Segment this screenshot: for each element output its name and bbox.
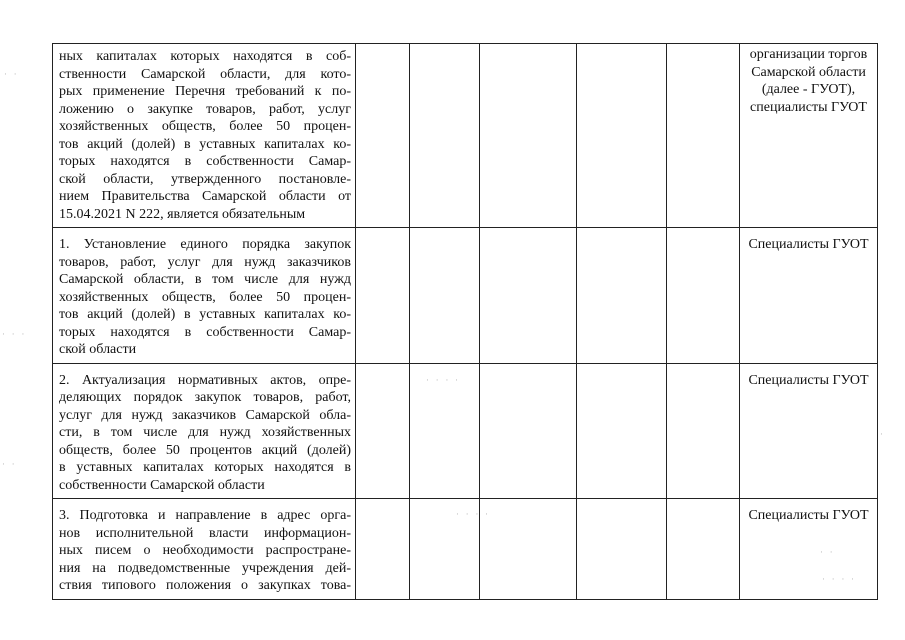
text-line: товаров, работ, услуг для нужд заказчиков <box>59 254 351 270</box>
table-row <box>53 228 878 364</box>
responsible-line: Специалисты ГУОТ <box>748 237 869 252</box>
scan-noise: · · · · <box>822 575 857 585</box>
empty-cell <box>667 363 740 499</box>
responsible-cell <box>740 499 878 600</box>
text-line: ственности Самарской области, для кото- <box>59 66 351 82</box>
text-line: сти, в том числе для нужд хозяйственных <box>59 425 351 440</box>
text-line: ской области, утвержденного постановле- <box>59 171 351 187</box>
empty-cell <box>356 499 410 600</box>
empty-cell <box>356 44 410 228</box>
empty-cell <box>480 44 577 228</box>
empty-cell <box>667 228 740 364</box>
responsible-line: организации торгов <box>749 47 868 62</box>
text-line: тов акций (долей) в уставных капиталах ко- <box>59 307 351 322</box>
measure-cell <box>53 44 356 228</box>
empty-cell <box>480 228 577 364</box>
scan-noise: · · <box>2 460 17 470</box>
responsible-line: Самарской области <box>751 64 866 80</box>
text-line: 2. Актуализация нормативных актов, опре- <box>59 372 351 388</box>
table-row <box>53 363 878 499</box>
measure-cell <box>53 228 356 364</box>
text-line: деляющих порядок закупок товаров, работ, <box>59 390 351 405</box>
empty-cell <box>577 499 667 600</box>
responsible-line: (далее - ГУОТ), <box>761 82 856 97</box>
scan-noise: · <box>880 430 885 440</box>
text-line: ния на подведомственные учреждения дей- <box>59 560 351 576</box>
text-line: ствия типового положения о закупках това- <box>59 578 351 593</box>
empty-cell <box>667 499 740 600</box>
scan-noise: · · · · <box>426 376 461 386</box>
text-line: услуг для нужд заказчиков Самарской обла- <box>59 407 351 423</box>
text-line: тов акций (долей) в уставных капиталах ко- <box>59 136 351 152</box>
text-line: ных писем о необходимости распростране- <box>59 543 351 558</box>
scan-noise: · · · · <box>456 510 491 520</box>
scan-noise: · · <box>4 70 19 80</box>
text-line: нием Правительства Самарской области от <box>59 189 351 204</box>
text-line: ложению о закупке товаров, работ, услуг <box>59 101 351 117</box>
empty-cell <box>410 44 480 228</box>
empty-cell <box>356 228 410 364</box>
measure-cell <box>53 363 356 499</box>
empty-cell <box>577 363 667 499</box>
empty-cell <box>356 363 410 499</box>
text-line: рых применение Перечня требований к по- <box>59 84 351 99</box>
text-line: торых находятся в собственности Самар- <box>59 154 351 169</box>
empty-cell <box>480 363 577 499</box>
text-line: 3. Подготовка и направление в адрес орга- <box>59 508 351 523</box>
responsible-cell <box>740 228 878 364</box>
empty-cell <box>480 499 577 600</box>
scan-noise: · · · <box>2 330 27 340</box>
empty-cell <box>577 44 667 228</box>
text-line: Самарской области, в том числе для нужд <box>59 272 351 287</box>
responsible-cell <box>740 44 878 228</box>
responsible-cell <box>740 363 878 499</box>
text-line: торых находятся в собственности Самар- <box>59 324 351 340</box>
text-line: хозяйственных обществ, более 50 процен- <box>59 119 351 134</box>
text-line: 1. Установление единого порядка закупок <box>59 237 351 252</box>
text-line: 15.04.2021 N 222, является обязательным <box>59 206 306 222</box>
text-line: ской области <box>59 342 137 357</box>
empty-cell <box>577 228 667 364</box>
text-line: нов исполнительной власти информацион- <box>59 525 351 541</box>
empty-cell <box>410 228 480 364</box>
responsible-line: Специалисты ГУОТ <box>748 372 869 388</box>
text-line: собственности Самарской области <box>59 477 265 493</box>
responsible-line: Специалисты ГУОТ <box>748 508 869 523</box>
responsible-line: специалисты ГУОТ <box>750 99 867 115</box>
text-line: хозяйственных обществ, более 50 процен- <box>59 289 351 305</box>
measure-cell <box>53 499 356 600</box>
text-line: в уставных капиталах которых находятся в <box>59 460 351 475</box>
text-line: обществ, более 50 процентов акций (долей) <box>59 442 351 458</box>
empty-cell <box>667 44 740 228</box>
text-line: ных капиталах которых находятся в соб- <box>59 49 351 64</box>
table-row <box>53 44 878 228</box>
scan-noise: · · <box>820 548 835 558</box>
